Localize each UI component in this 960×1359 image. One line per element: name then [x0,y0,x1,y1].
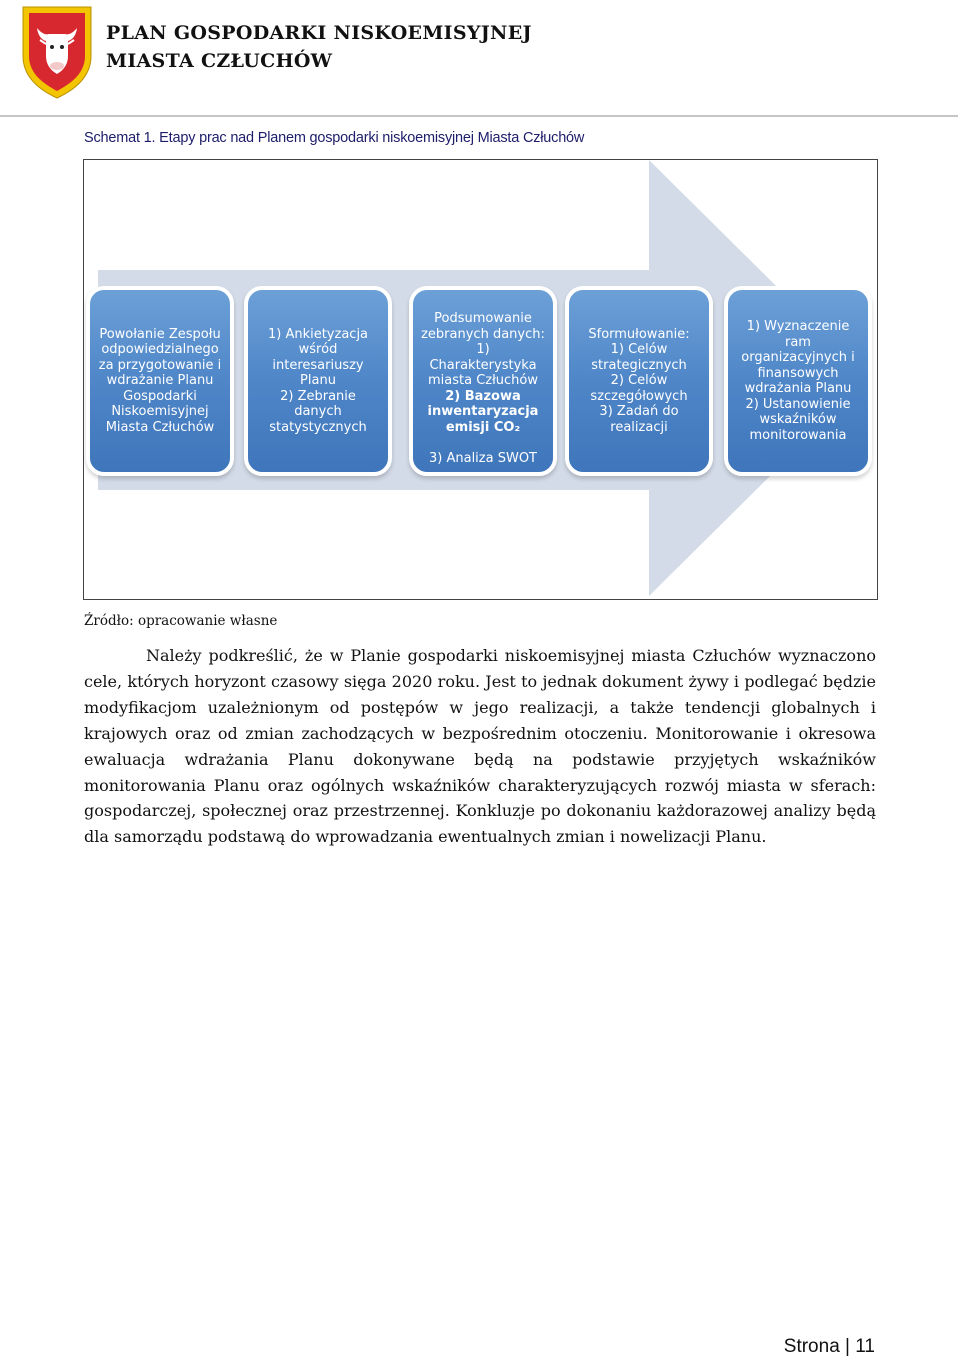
diagram-step-5 [724,286,872,476]
diagram-step-4-text: Sformułowanie: 1) Celów strategicznych 2) Celów szczegółowych 3) Zadań do realizacji [588,326,690,435]
page-header [0,0,960,118]
diagram-step-2 [244,286,392,476]
process-diagram [83,159,878,600]
diagram-step-2-text: 1) Ankietyzacja wśród interesariuszy Planu 2) Zebranie danych statystycznych [267,326,369,435]
diagram-step-3 [409,286,557,476]
diagram-step-3-text-after: 3) Analiza SWOT [429,450,537,466]
header-title-line1: PLAN GOSPODARKI NISKOEMISYJNEJ [106,22,532,44]
figure-source: Źródło: opracowanie własne [84,613,278,629]
diagram-step-1 [86,286,234,476]
diagram-step-5-text: 1) Wyznaczenie ram organizacyjnych i finansowych wdrażania Planu 2) Ustanowienie wskaźników monitorowania [741,319,855,443]
diagram-step-4 [565,286,713,476]
page-footer [784,1336,875,1358]
page-number: 11 [855,1336,875,1357]
diagram-step-3-text-before: Podsumowanie zebranych danych: 1) Charakterystyka miasta Człuchów [421,311,545,389]
header-divider [0,115,958,117]
footer-separator: | [845,1336,856,1357]
diagram-step-3-bold: 2) Bazowa inwentaryzacja emisji CO₂ [427,388,539,435]
figure-caption: Schemat 1. Etapy prac nad Planem gospodarki niskoemisyjnej Miasta Człuchów [84,130,585,146]
body-paragraph: Należy podkreślić, że w Planie gospodarki niskoemisyjnej miasta Człuchów wyznaczono cele, których horyzont czasowy sięga 2020 roku. Jest to jednak dokument żywy i podlegać będzie modyfikacjom uzależnionym od postępów w jego realizacji, a także tendencji globalnych i krajowych oraz od zmian zachodzących w bezpośrednim otoczeniu. Monitorowanie i okresowa ewaluacja wdrażania Planu dokonywane będą na podstawie przyjętych wskaźników monitorowania Planu oraz ogólnych wskaźników charakteryzujących rozwój miasta w sferach: gospodarczej, społecznej oraz przestrzennej. Konkluzje po dokonaniu każdorazowej analizy będą dla samorządu podstawą do wprowadzania ewentualnych zmian i nowelizacji Planu. [84,646,876,847]
coat-of-arms-icon [20,4,94,100]
header-title-line2: MIASTA CZŁUCHÓW [106,50,333,72]
footer-label: Strona [783,1336,840,1357]
diagram-step-1-text: Powołanie Zespołu odpowiedzialnego za przygotowanie i wdrażanie Planu Gospodarki Niskoemisyjnej Miasta Człuchów [98,326,222,435]
diagram-step-3-content [421,296,545,467]
